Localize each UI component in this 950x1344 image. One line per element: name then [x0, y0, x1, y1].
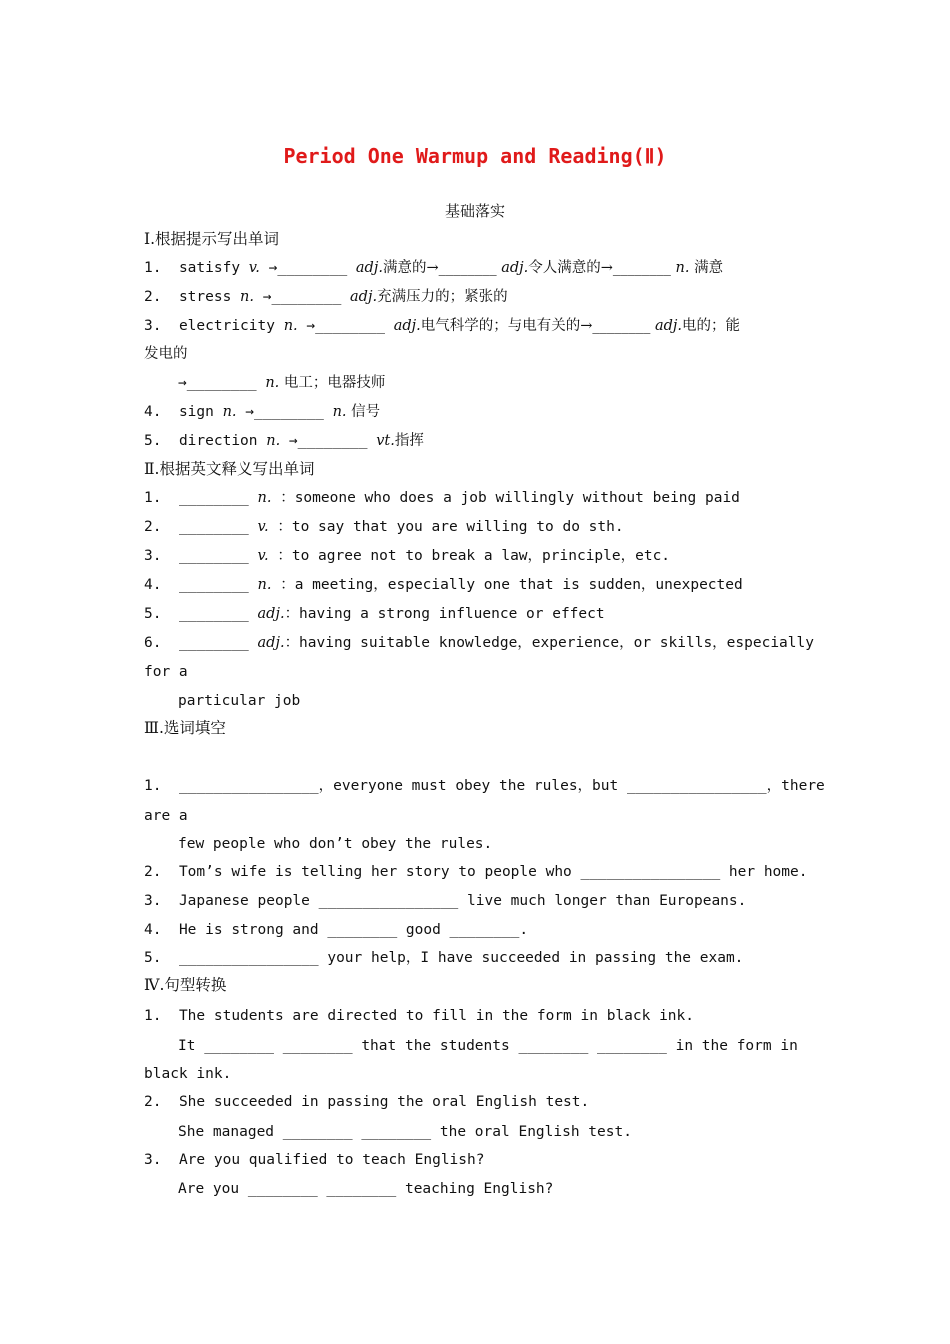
blank: ________	[178, 577, 258, 593]
text: direction	[178, 433, 267, 449]
pos: adj.	[257, 606, 285, 622]
text: ________________ your help，I have succeeded in passing the exam.	[178, 950, 744, 966]
definition: ：someone who does a job willingly without being paid	[271, 490, 740, 506]
blank: ________	[178, 490, 258, 506]
s4-item-1-answer: It ________ ________ that the students ________ ________ in the form in	[178, 1038, 798, 1054]
item-number: 1.	[144, 260, 162, 276]
definition: ：to say that you are willing to do sth.	[268, 519, 624, 535]
blank: ________	[178, 519, 258, 535]
text: 令人满意的→________	[528, 260, 676, 276]
item-number: 3.	[144, 548, 162, 564]
item-number: 1.	[144, 778, 162, 794]
text: sign	[178, 404, 223, 420]
pos: adj.	[355, 260, 383, 276]
text: 电工；电器技师	[279, 375, 386, 391]
blank: ________	[178, 606, 258, 622]
item-number: 3.	[144, 318, 162, 334]
item-number: 2.	[144, 519, 162, 535]
blank: →________	[254, 289, 351, 305]
s2-item-3	[144, 546, 670, 566]
pos: n.	[222, 404, 237, 420]
pos: n.	[675, 260, 690, 276]
item-number: 1.	[144, 1008, 162, 1024]
s4-item-1	[144, 1006, 694, 1026]
text: 电的；能	[682, 318, 741, 334]
pos: n.	[332, 404, 347, 420]
s4-item-3	[144, 1150, 484, 1170]
item-number: 4.	[144, 922, 162, 938]
text: 满意	[689, 260, 724, 276]
s2-item-1	[144, 488, 740, 508]
page-subtitle: 基础落实	[444, 202, 505, 220]
s2-item-2	[144, 517, 624, 537]
s1-item-2	[144, 287, 508, 307]
text: 充满压力的；紧张的	[377, 289, 508, 305]
text: Tom’s wife is telling her story to people who ________________ her home.	[178, 864, 808, 880]
s4-item-2-answer: She managed ________ ________ the oral English test.	[178, 1124, 632, 1140]
text: Are you qualified to teach English?	[178, 1152, 485, 1168]
s1-item-5	[144, 431, 424, 451]
blank: →________	[236, 404, 333, 420]
item-number: 3.	[144, 893, 162, 909]
s1-item-4	[144, 402, 380, 422]
s1-item-3	[144, 316, 740, 336]
s3-item-1-cont: few people who don’t obey the rules.	[178, 836, 493, 852]
pos: v.	[257, 519, 269, 535]
item-number: 3.	[144, 1152, 162, 1168]
text: ________________，everyone must obey the rules，but ________________，there	[178, 778, 825, 794]
pos: v.	[248, 260, 260, 276]
pos: n.	[257, 490, 272, 506]
definition: ：a meeting，especially one that is sudden，unexpected	[271, 577, 743, 593]
text: stress	[178, 289, 241, 305]
pos: n.	[240, 289, 254, 305]
s1-item-3-wrap: 发电的	[144, 346, 188, 362]
text: The students are directed to fill in the form in black ink.	[178, 1008, 694, 1024]
item-number: 6.	[144, 635, 162, 651]
definition: ：to agree not to break a law，principle，etc.	[268, 548, 671, 564]
pos: vt.	[376, 433, 395, 449]
text: 信号	[346, 404, 381, 420]
s4-item-1-wrap: black ink.	[144, 1066, 232, 1082]
s3-item-5	[144, 948, 743, 968]
item-number: 5.	[144, 433, 162, 449]
pos: v.	[257, 548, 269, 564]
definition: ：having suitable knowledge，experience，or skills，especially	[284, 635, 814, 651]
pos: n.	[257, 577, 272, 593]
s2-item-5	[144, 604, 605, 624]
item-number: 4.	[144, 577, 162, 593]
pos: n.	[266, 433, 281, 449]
pos: adj.	[655, 318, 683, 334]
item-number: 4.	[144, 404, 162, 420]
pos: adj.	[257, 635, 285, 651]
s2-item-6-wrap: for a	[144, 664, 188, 680]
text: 满意的→________	[382, 260, 502, 276]
item-number: 2.	[144, 289, 162, 305]
text: He is strong and ________ good ________.	[178, 922, 529, 938]
blank: →________	[259, 260, 356, 276]
s2-item-4	[144, 575, 743, 595]
pos: n.	[265, 375, 280, 391]
s2-item-6-cont: particular job	[178, 693, 301, 709]
item-number: 5.	[144, 950, 162, 966]
pos: adj.	[350, 289, 378, 305]
item-number: 2.	[144, 864, 162, 880]
s1-item-3-cont	[178, 373, 385, 393]
s4-item-3-answer: Are you ________ ________ teaching English?	[178, 1181, 554, 1197]
item-number: 2.	[144, 1094, 162, 1110]
blank: ________	[178, 548, 258, 564]
item-number: 5.	[144, 606, 162, 622]
s3-item-1	[144, 776, 825, 796]
s1-item-1	[144, 258, 723, 278]
section-3-heading: Ⅲ.选词填空	[144, 719, 226, 737]
blank: →________	[280, 433, 377, 449]
section-4-heading: Ⅳ.句型转换	[144, 976, 227, 994]
text: She succeeded in passing the oral English test.	[178, 1094, 590, 1110]
page-title: Period One Warmup and Reading(Ⅱ)	[283, 144, 667, 168]
item-number: 1.	[144, 490, 162, 506]
s2-item-6	[144, 633, 814, 653]
blank: →________	[297, 318, 394, 334]
text: 指挥	[394, 433, 424, 449]
pos: n.	[283, 318, 298, 334]
text: 电气科学的；与电有关的→________	[420, 318, 655, 334]
pos: adj.	[501, 260, 529, 276]
section-1-heading: Ⅰ.根据提示写出单词	[144, 230, 280, 248]
s3-item-3	[144, 891, 746, 911]
section-2-heading: Ⅱ.根据英文释义写出单词	[144, 460, 315, 478]
s3-item-2	[144, 862, 807, 882]
text: Japanese people ________________ live much longer than Europeans.	[178, 893, 747, 909]
definition: ：having a strong influence or effect	[284, 606, 605, 622]
text: satisfy	[178, 260, 249, 276]
text: electricity	[178, 318, 284, 334]
s3-item-4	[144, 920, 528, 940]
s4-item-2	[144, 1092, 589, 1112]
pos: adj.	[393, 318, 421, 334]
blank: →________	[178, 375, 266, 391]
blank: ________	[178, 635, 258, 651]
s3-item-1-wrap: are a	[144, 808, 188, 824]
